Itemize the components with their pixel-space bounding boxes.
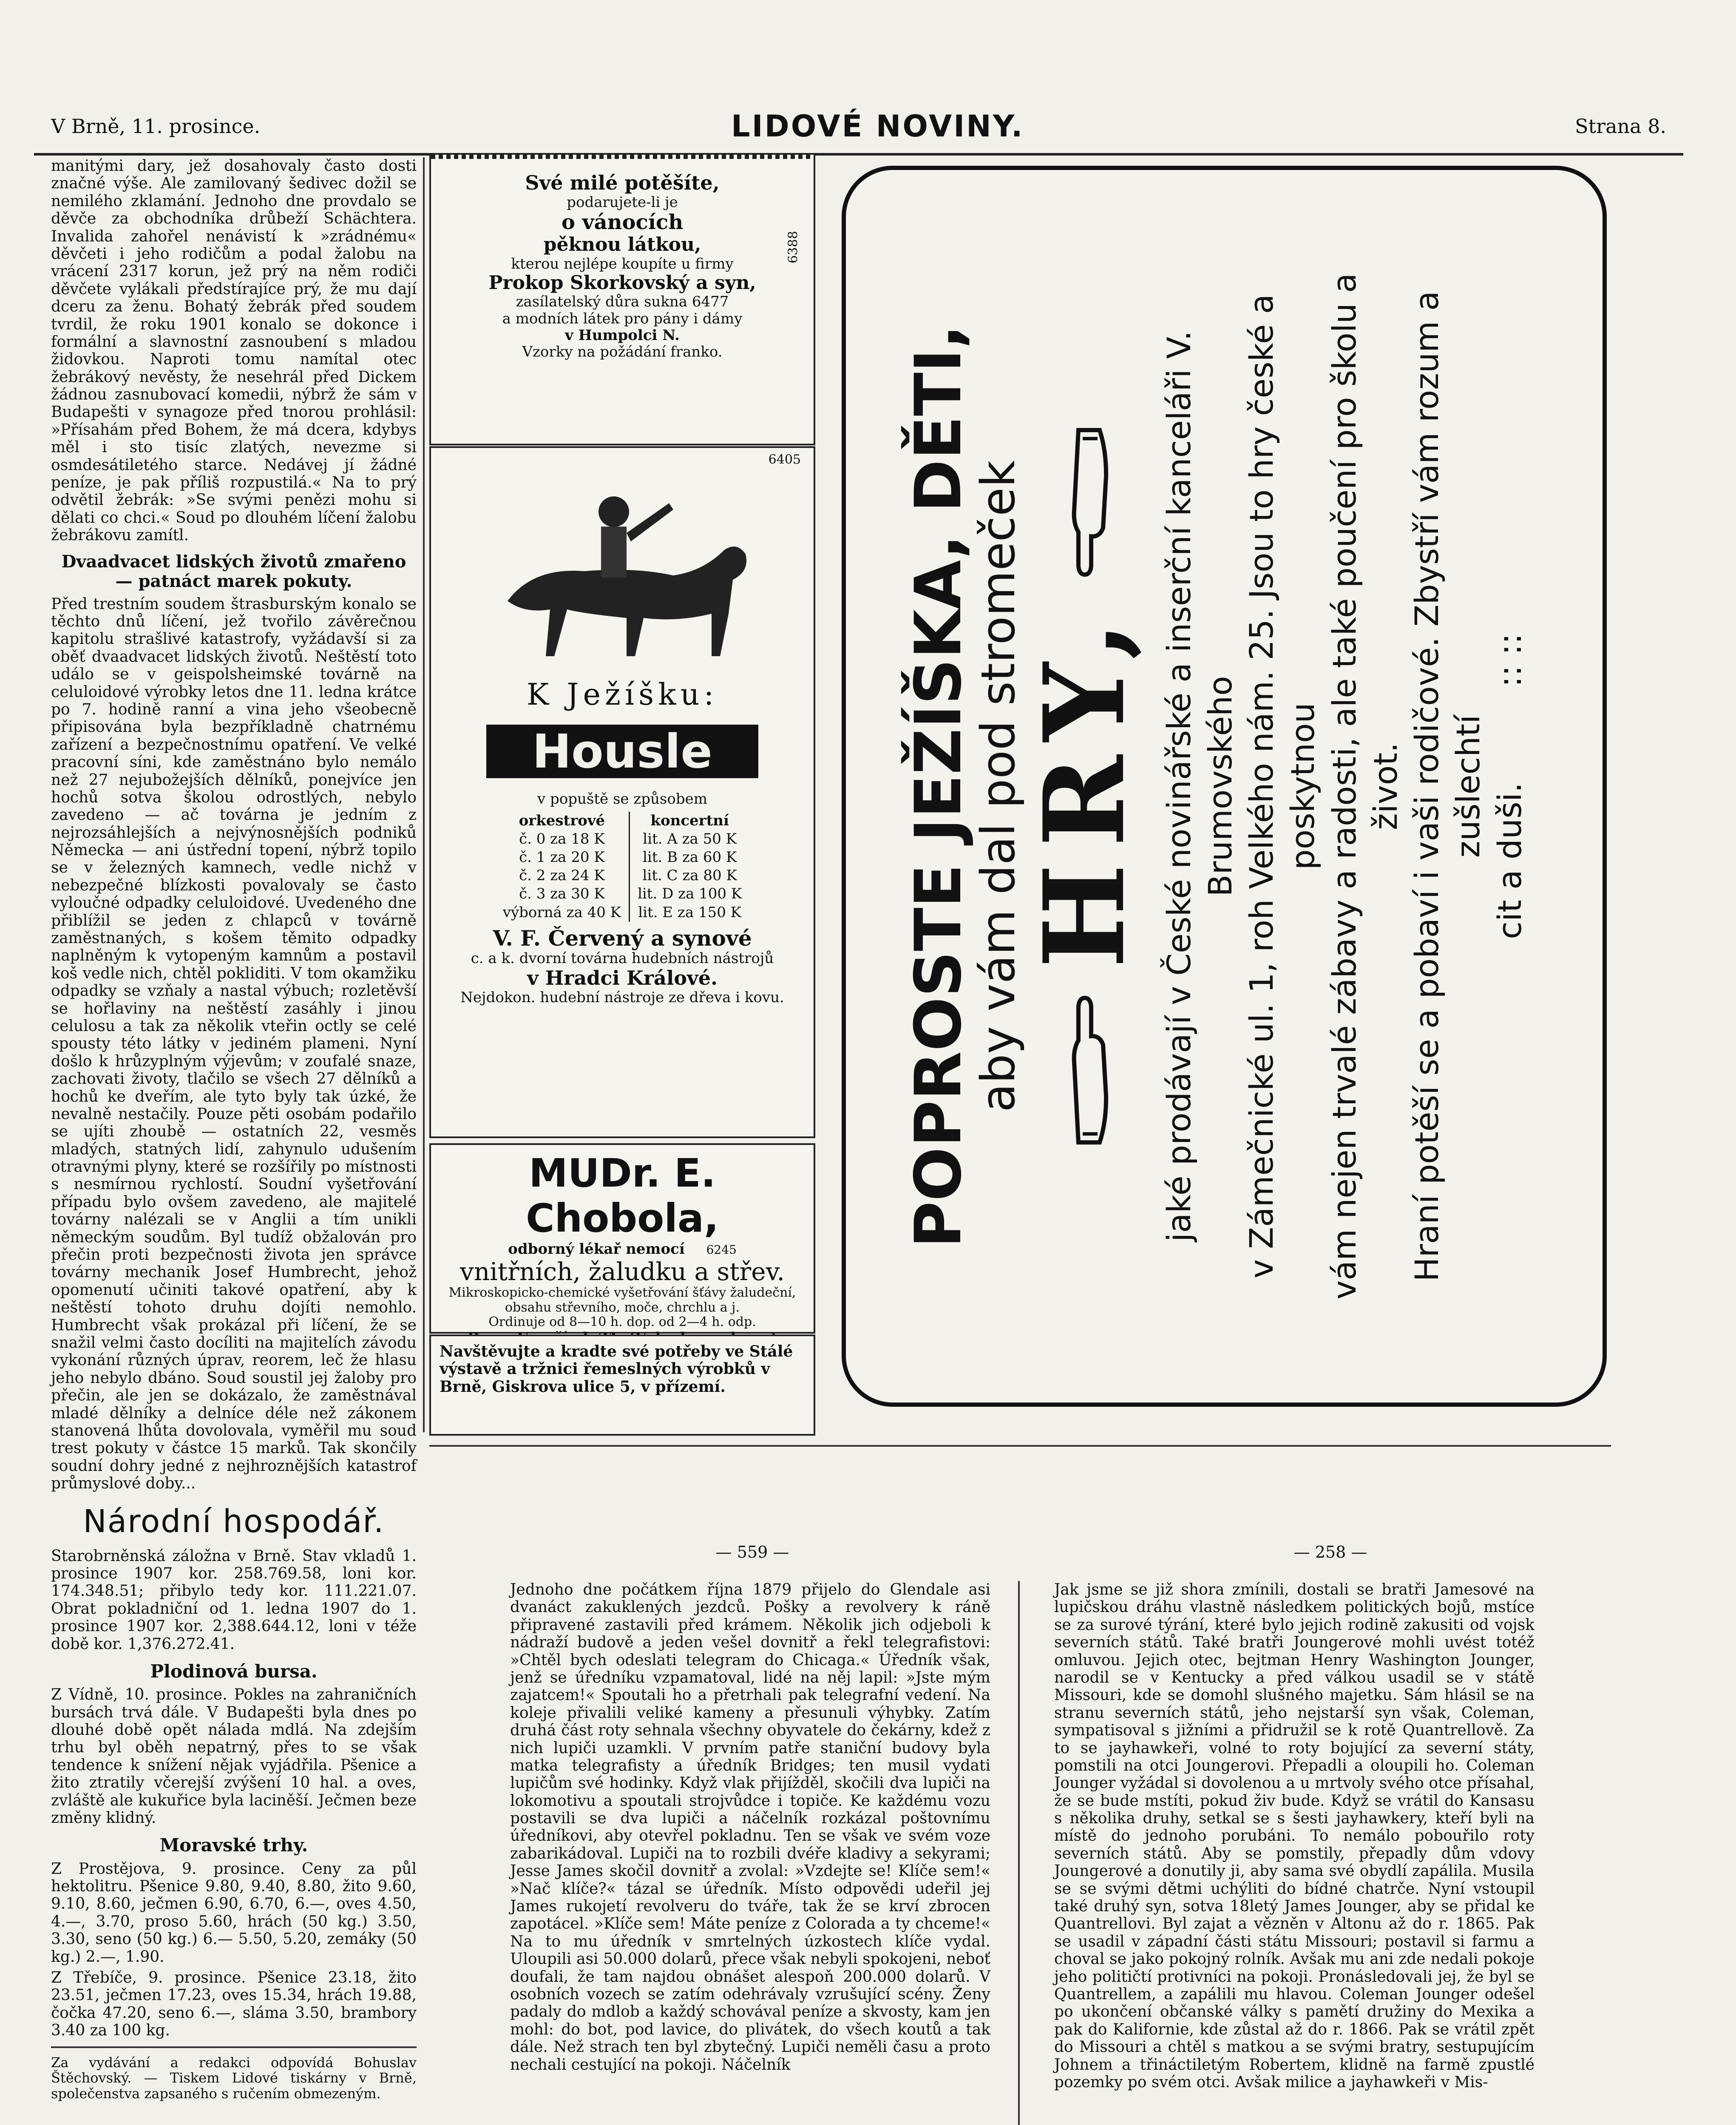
moravian-title: Moravské trhy. xyxy=(159,1835,308,1856)
price-row: výborná za 40 K lit. E za 150 K xyxy=(495,904,750,922)
price-row: č. 2 za 24 K lit. C za 80 K xyxy=(495,867,750,885)
rider-on-horse-illustration xyxy=(474,473,771,669)
ad-fabric-line: podarujete-li je xyxy=(567,193,678,211)
ad-fabric-line: zasílatelský důra sukna 6477 xyxy=(516,293,729,311)
ad-games xyxy=(842,166,1607,1407)
price-table xyxy=(495,812,750,922)
ad-games-dots: :: :: xyxy=(1490,633,1529,687)
ad-exhibition-text: Navštěvujte a kradte své potřeby ve Stálé výstavě a tržnici řemeslných výrobků v Brně, Giskrova ulice 5, v přízemí. xyxy=(440,1343,793,1396)
ad-violins-brand: Housle xyxy=(486,725,758,779)
ad-fabric-headline: Své milé potěšíte, xyxy=(525,171,720,194)
ad-games-subline: aby vám dal pod stromeček xyxy=(970,460,1025,1112)
ad-fabric-line: pěknou látkou, xyxy=(543,234,701,256)
left-column xyxy=(51,157,417,2125)
ad-games-body-line: Hraní potěší se a pobaví i vaši rodičové. Zbystří vám rozum a zušlechtí xyxy=(1408,291,1487,1282)
ad-games-body-line: jaké prodávají v České novinářské a inserční kanceláři V. Brumovského xyxy=(1160,331,1239,1242)
bourse-title: Plodinová bursa. xyxy=(150,1660,318,1682)
ad-games-body-line: cit a duši. xyxy=(1490,782,1529,939)
price-row: č. 3 za 30 K lit. D za 100 K xyxy=(495,885,750,903)
ad-violins-line: Nejdokon. hudební nástroje ze dřeva i kovu. xyxy=(460,989,784,1006)
ad-violins-number: 6405 xyxy=(768,452,801,467)
ad-violins-line: c. a k. dvorní továrna hudebních nástrojů xyxy=(471,950,774,967)
page-header xyxy=(34,106,1683,156)
ad-violins-firm: V. F. Červený a synové xyxy=(493,925,752,951)
ad-games-headline: POPROSTE JEŽÍŠKA, DĚTI, xyxy=(902,324,976,1248)
column-divider xyxy=(423,157,425,1432)
serial-column-b xyxy=(1054,1581,1535,2125)
masthead-title: LIDOVÉ NOVINY. xyxy=(731,109,1024,144)
ad-fabric-line: Vzorky na požádání franko. xyxy=(522,343,723,360)
ad-violins-title: K Ježíšku: xyxy=(526,677,718,712)
economy-paragraph: Starobrněnská záložna v Brně. Stav vkladů 1. prosince 1907 kor. 258.769.58, loni kor. 174.348.51; přibylo tedy kor. 111.221.07. Obrat pokladniční od 1. ledna 1907 do 1. prosince 1907 kor. 2,388.644.12, loni v téže době kor. 1,376.272.41. xyxy=(51,1547,417,1653)
ad-doctor-line: Mikroskopicko-chemické vyšetřování šťávy žaludeční, obsahu střevního, moče, chrchlu a j. xyxy=(448,1285,796,1315)
ad-fabric-firm: Prokop Skorkovský a syn, xyxy=(488,272,756,294)
lower-section-divider xyxy=(429,1445,1611,1447)
serial-page-number-left: — 559 — xyxy=(715,1543,789,1561)
serial-column-a xyxy=(510,1581,990,2125)
ad-doctor xyxy=(429,1143,815,1334)
ad-violins-city: v Hradci Králové. xyxy=(527,966,718,990)
bourse-paragraph: Z Vídně, 10. prosince. Pokles na zahraničních bursách trvá dále. V Budapešti byla dnes po dlouhé době opět nálada mdlá. Na zdejším trhu byl oběh nepatrný, přes to se však tendence k snížení nějak vyjádřila. Pšenice a žito ztratily včerejší zvýšení 10 hal. a oves, zvláště ale kukuřice byla laciněší. Ječmen beze změny klidný. xyxy=(51,1686,417,1827)
ad-violins xyxy=(429,446,815,1138)
serial-page-number-right: — 258 — xyxy=(1293,1543,1367,1561)
ad-doctor-hours: Ordinuje od 8—10 h. dop. od 2—4 h. odp. xyxy=(488,1315,756,1330)
ad-fabric-line: o vánocích xyxy=(561,210,684,234)
ad-fabric-line: kterou nejlépe koupíte u firmy xyxy=(511,255,734,272)
ad-violins-line: v popuště se způsobem xyxy=(537,790,707,808)
ad-doctor-name: MUDr. E. Chobola, xyxy=(526,1150,719,1241)
footer-divider xyxy=(51,2046,417,2048)
ad-doctor-specialty: vnitřních, žaludku a střev. xyxy=(460,1257,785,1286)
ad-doctor-code: 6245 xyxy=(706,1242,737,1257)
moravian-paragraph-1: Z Prostějova, 9. prosince. Ceny za půl hektolitru. Pšenice 9.80, 9.40, 8.80, žito 9.60, 9.10, 8.60, ječmen 6.90, 6.70, 6.—, oves 4.50, 4.—, 3.70, proso 5.60, hrách (50 kg.) 3.50, 3.30, seno (50 kg.) 6.— 5.50, 5.20, zemáky (50 kg.) 2.—, 1.90. xyxy=(51,1860,417,1966)
ad-doctor-line: odborný lékař nemocí xyxy=(508,1240,685,1258)
ad-fabric xyxy=(429,153,815,445)
pointing-hand-icon xyxy=(1053,426,1117,579)
ad-fabric-number: 6388 xyxy=(786,231,801,264)
ad-fabric-line: v Humpolci N. xyxy=(565,326,680,344)
serial-divider xyxy=(1018,1581,1020,2125)
price-row: č. 0 za 18 K lit. A za 50 K xyxy=(495,830,750,848)
ad-games-hry: HRY, xyxy=(1019,604,1149,969)
disaster-paragraph: Před trestním soudem štrasburským konalo se těchto dnů líčení, jež tvořilo závěrečnou kapitolu strašlivé katastrofy, vyžádavší si za oběť dvaadvacet lidských životů. Neštěstí toto událo se v geispolsheimské továrně na celuloidové výrobky letos dne 11. ledna krátce po 7. hodině ranní a vina jeho všeobecně připisována byla bezpříkladně chatrnému zařízení a bezpečnostnímu opatření. Ve velké pracovní síni, kde zaměstnáno bylo nemálo než 27 nejubožejších dělníků, ponejvíce jen hochů sotva školou odrostlých, nebylo zavedeno — ač továrna je jedním z nejrozsáhlejších a nejvýnosnějších podniků Německa — ani ústřední topení, nýbrž topilo se v železných kamnech, vedle nichž v nebezpečné blízkosti povalovaly se často vyloučné odpadky celuloidové. Uvedeného dne přiblížil se jeden z chlapců v továrně zaměstnaných, s košem těmito odpadky naplněným k vytopeným kamnům a postavil koš vedle nich, chtěl pokliditi. V tom okamžiku odpadky se vzňaly a nastal výbuch; rozletěvší se hořlaviny na neštěstí zasáhly i jinou celulosu a tak za několik vteřin octly se celé spousty této látky v jediném plameni. Nyní došlo k hrůzyplným výjevům; v zoufalé snaze, zachovati životy, tlačilo se všech 27 dělníků a hochů ke dveřím, ale tyto byly tak úzké, že nevalně nestačily. Pouze pěti osobám podařilo se ujíti zhoubě — ostatních 22, vesměs mladých, statných lidí, zahynulo udušením otravnými plyny, které se rozšířily po místnosti s nesmírnou rychlostí. Soudní vyšetřování případu bylo ovšem zavedeno, ale majitelé továrny nalézali se v Anglii a tím unikli německým soudům. Byl tudíž obžalován pro přečin proti bezpečnosti života jen správce továrny mechanik Josef Humbrecht, jehož opomenutí učiniti takové opatření, aby k neštěstí tohoto druhu dojíti nemohlo. Humbrecht však prokázal při líčení, že se snažil velmi často docíliti na majitelích závodu vykonání různých úprav, reorem, leč že hlasu jeho nebylo dbáno. Soud soustil jej žaloby pro přečin, ale jen se dokázalo, že zaměstnával mladé dělníky a delníce déle než zákonem stanovená lhůta dovolovala, vyměřil mu soud trest pokuty v částce 15 marků. Tak skončily soudní dohry jedné z nejhroznějších katastrof průmyslové doby... xyxy=(51,595,417,1493)
serial-paragraph-b: Jak jsme se již shora zmínili, dostali se bratři Jamesové na lupičskou dráhu vlastně následkem politických bojů, mstíce se za surové týrání, které bylo jejich rodině zakusiti od vojsk severních států. Také bratři Joungerové mohli uvést totéž omluvou. Jejich otec, bejtman Henry Washington Jounger, narodil se v Kentucky a před válkou usadil se v státě Missouri, kde se domohl slušného majetku. Sám hlásil se na stranu severních států, jeho nejstarší syn však, Coleman, sympatisoval s jižními a přidružil se k rotě Quantrellově. Za to se jayhawkeři, volné to roty bojující za severní státy, pomstili na otci Joungerovi. Přepadli a oloupili ho. Coleman Jounger vyžádal si dovolenou a u mrtvoly svého otce přísahal, že se bude mstíti, pokud živ bude. Když se vrátil do Kansasu s několika druhy, setkal se s šesti jayhawkery, kteří byli na místě do jednoho porubáni. To nemálo pobouřilo roty severních států. Aby se pomstily, přepadly dům vdovy Joungerové a donutily ji, aby sama své obydlí zapálila. Musila se se svými dětmi uchýliti do bídné chatrče. Nyní vstoupil také druhý syn, sotva 18letý James Jounger, aby se přidal ke Quantrellovi. Byl zajat a vězněn v Altonu až do r. 1865. Pak se usadil v západní části státu Missouri; postavil si farmu a choval se jako pokojný rolník. Avšak mu ani zde nedali pokoje jeho političtí protivníci na pokoji. Pronásledovali jej, že byl se Quantrellem, a zapálili mu hlavou. Coleman Jounger odešel po ukončení občanské války s pamětí družiny do Mexika a pak do Kalifornie, kde zůstal až do r. 1866. Pak se vrátil zpět do Missouri a chtěl s matkou a se svými bratry, sestupujícím Johnem a třináctiletým Robertem, klidně na farmě zpustlé pozemky po svém otci. Avšak milice a jayhawkeři v Mis- xyxy=(1054,1581,1535,2091)
moravian-paragraph-2: Z Třebíče, 9. prosince. Pšenice 23.18, žito 23.51, ječmen 17.23, oves 15.34, hrách 19.88, čočka 47.20, seno 6.—, sláma 3.50, brambory 3.40 za 100 kg. xyxy=(51,1969,417,2040)
price-col-header: orkestrové xyxy=(519,812,605,830)
pointing-hand-icon xyxy=(1053,994,1117,1147)
serial-paragraph-a: Jednoho dne počátkem října 1879 přijelo do Glendale asi dvanáct zakuklených jezdců. Pošky a revolvery k ráně připravené zastavili před krámem. Několik jich odjeboli k nádraží budově a jeden vešel dovnitř a řekl telegrafistovi: »Chtěl bych odeslati telegram do Chicaga.« Úředník však, jenž se úředníku vzpamatoval, lidé na něj lapil: »Jste mým zajatcem!« Spoutali ho a přetrhali pak telegrafní vedení. Na koleje přivalili veliké kameny a přesunuli výhybky. Zatím druhá část roty sehnala všechny obyvatele do čekárny, kdež z nich lupiči uzamkli. V prvním patře staniční budovy byla matka telegrafisty a úředník Bridges; ten musil vydati lupičům své hodinky. Když vlak přijížděl, skočili dva lupiči na lokomotivu a spoutali strojvůdce i topiče. Ke každému vozu postavili se dva lupiči a náčelník rozkázal poštovnímu úředníkovi, aby otevřel pokladnu. Ten se však ve svém voze zabarikádoval. Lupiči na to rozbili dvéře kladivy a sekyrami; Jesse James skočil dovnitř a zvolal: »Vzdejte se! Klíče sem!« »Nač klíče?« tázal se úředník. Místo odpovědi udeřil jej James rukojetí revolveru do tváře, tak že se krví zbrocen zapotácel. »Klíče sem! Máte peníze z Colorada a ty chceme!« Na to mu úředník v smrtelných úzkostech klíče vydal. Uloupili asi 50.000 dolarů, přece však nebyli spokojeni, neboť doufali, že tam najdou obnášet alespoň 200.000 dolarů. V osobních vozech se zatím odehrávaly vzrušující scény. Ženy padaly do mdlob a každý schovával peníze a skvosty, kam jen mohl: do bot, pod lavice, do plivátek, do všech koutů a tak dále. Než strach ten byl zbytečný. Lupiči neměli času a proto nechali cestující na pokoji. Náčelník xyxy=(510,1581,990,2074)
economy-title: Národní hospodář. xyxy=(83,1503,385,1540)
ad-fabric-line: a modních látek pro pány i dámy xyxy=(502,310,743,327)
price-row: č. 1 za 20 K lit. B za 60 K xyxy=(495,848,750,867)
section-title-disaster: Dvaadvacet lidských životů zmařeno — patnáct marek pokuty. xyxy=(61,551,406,591)
ad-games-body-line: vám nejen trvalé zábavy a radosti, ale také poučení pro školu a život. xyxy=(1325,273,1404,1300)
price-col-header: koncertní xyxy=(630,812,750,830)
ad-exhibition xyxy=(429,1334,815,1436)
footer-imprint: Za vydávání a redakci odpovídá Bohuslav Štěchovský. — Tiskem Lidové tiskárny v Brně, společenstva zapsaného s ručením obmezeným. xyxy=(51,2054,417,2102)
page-number: Strana 8. xyxy=(1575,115,1666,138)
header-date: V Brně, 11. prosince. xyxy=(51,115,261,138)
intro-paragraph: manitými dary, jež dosahovaly často dosti značné výše. Ale zamilovaný šedivec dožil se nemilého zklamání. Jednoho dne provdalo se děvče za obchodníka drůbeží Schächtera. Invalida zahořel nenávistí k »zrádnému« děvčeti i jeho rodičům a podal žalobu na vrácení 2317 korun, jež prý na něm rodiči děvčete vylákali předstírajíce prý, že mu dají dceru za ženu. Bohatý žebrák před soudem tvrdil, že roku 1901 konalo se dokonce i formální a slavnostní zasnoubení s mladou židovkou. Naproti tomu namítal otec žebrákový nevěsty, že nesehrál před Dickem žádnou zasnubovací komedii, nýbrž že sám v Budapešti v synagoze před tnorou prohlásil: »Přísahám před Bohem, že má dcera, kdybys měl i sto tisíc zlatých, nevezme si osmdesátiletého starce. Nedávej jí žádné peníze, je pak příliš rozpustilá.« Na to prý odvětil žebrák: »Se svými penězi mohu si dělati co chci.« Soud po dlouhém líčení žalobu žebrákovu zamítl. xyxy=(51,157,417,544)
ad-border-top xyxy=(431,155,814,159)
ad-games-body-line: v Zámečnické ul. 1, roh Velkého nám. 25. Jsou to hry české a poskytnou xyxy=(1242,294,1322,1279)
